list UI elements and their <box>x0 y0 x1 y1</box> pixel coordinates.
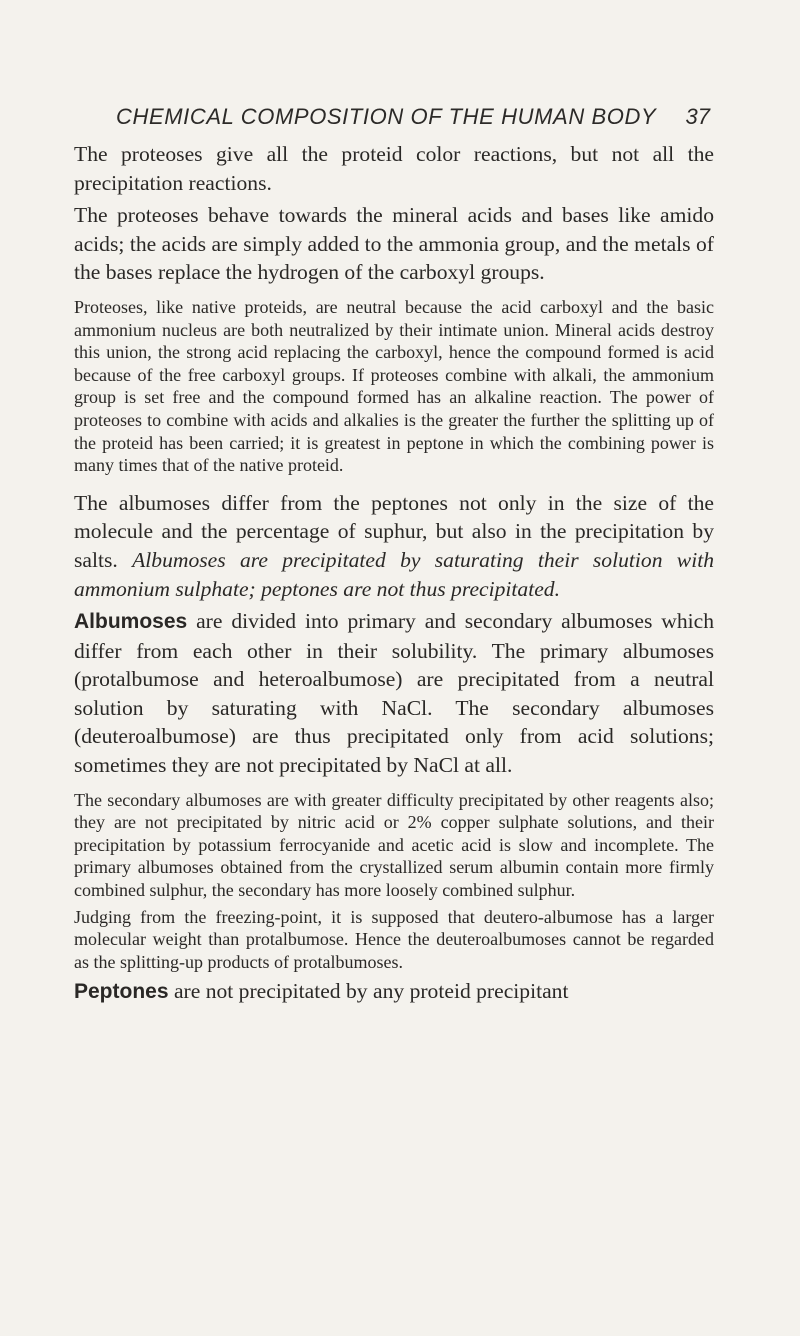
paragraph-neutrality: Proteoses, like native proteids, are neutral because the acid carboxyl and the basic ammonium nucleus are both neutralized by their intimate union. Mineral acids destroy this union, the strong acid replacing the carboxyl, hence the compound formed is acid because of the free carboxyl groups. If proteoses combine with alkali, the ammonium group is set free and the compound formed has an alkaline reaction. The power of proteoses to combine with acids and alkalies is the greater the further the splitting up of the proteid has been carried; it is greatest in peptone in which the combining power is many times that of the native proteid. <box>74 296 714 476</box>
running-head <box>116 104 710 134</box>
paragraph-color-reactions: The proteoses give all the proteid color reactions, but not all the precipitation reactions. <box>74 142 714 195</box>
paragraph-peptones <box>74 977 714 1007</box>
page-body <box>74 140 714 1007</box>
running-title: CHEMICAL COMPOSITION OF THE HUMAN BODY <box>116 104 657 129</box>
page-number: 37 <box>685 104 710 129</box>
paragraph-albumoses-vs-peptones <box>74 489 714 603</box>
salt-precipitation-rule: Albumoses are precipitated by saturating their solution with ammonium sulphate; peptones are not thus precipitated. <box>74 547 714 601</box>
paragraph-albumose-classes <box>74 607 714 780</box>
paragraph-acids-and-bases: The proteoses behave towards the mineral acids and bases like amido acids; the acids are simply added to the ammonia group, and the metals of the bases replace the hydrogen of the carboxyl groups. <box>74 203 714 285</box>
albumoses-keyword: Albumoses <box>74 610 188 634</box>
peptones-keyword: Peptones <box>74 980 169 1004</box>
albumoses-peptones-text: The albumoses differ from the peptones not only in the size of the molecule and the percentage of suphur, but also in the precipitation by salts. <box>74 490 714 572</box>
peptones-text: are not precipitated by any proteid precipitant <box>173 979 569 1004</box>
albumose-classes-text: are divided into primary and secondary albumoses which differ from each other in their solubility. The primary albumoses (protalbumose and heteroalbumose) are precipitated from a neutral solution by saturating with NaCl. The secondary albumoses (deuteroalbumose) are thus precipitated only from acid solutions; sometimes they are not precipitated by NaCl at all. <box>74 609 714 778</box>
paragraph-freezing-point: Judging from the freezing-point, it is supposed that deutero-albumose has a larger molecular weight than protalbumose. Hence the deuteroalbumoses cannot be regarded as the splitting-up products of protalbumoses. <box>74 906 714 972</box>
paragraph-secondary-albumoses: The secondary albumoses are with greater difficulty precipitated by other reagents also; they are not precipitated by nitric acid or 2% copper sulphate solutions, and their precipitation by potassium ferrocyanide and acetic acid is slow and incomplete. The primary albumoses obtained from the crystallized serum albumin contain more firmly combined sulphur, the secondary has more loosely combined sulphur. <box>74 789 714 901</box>
